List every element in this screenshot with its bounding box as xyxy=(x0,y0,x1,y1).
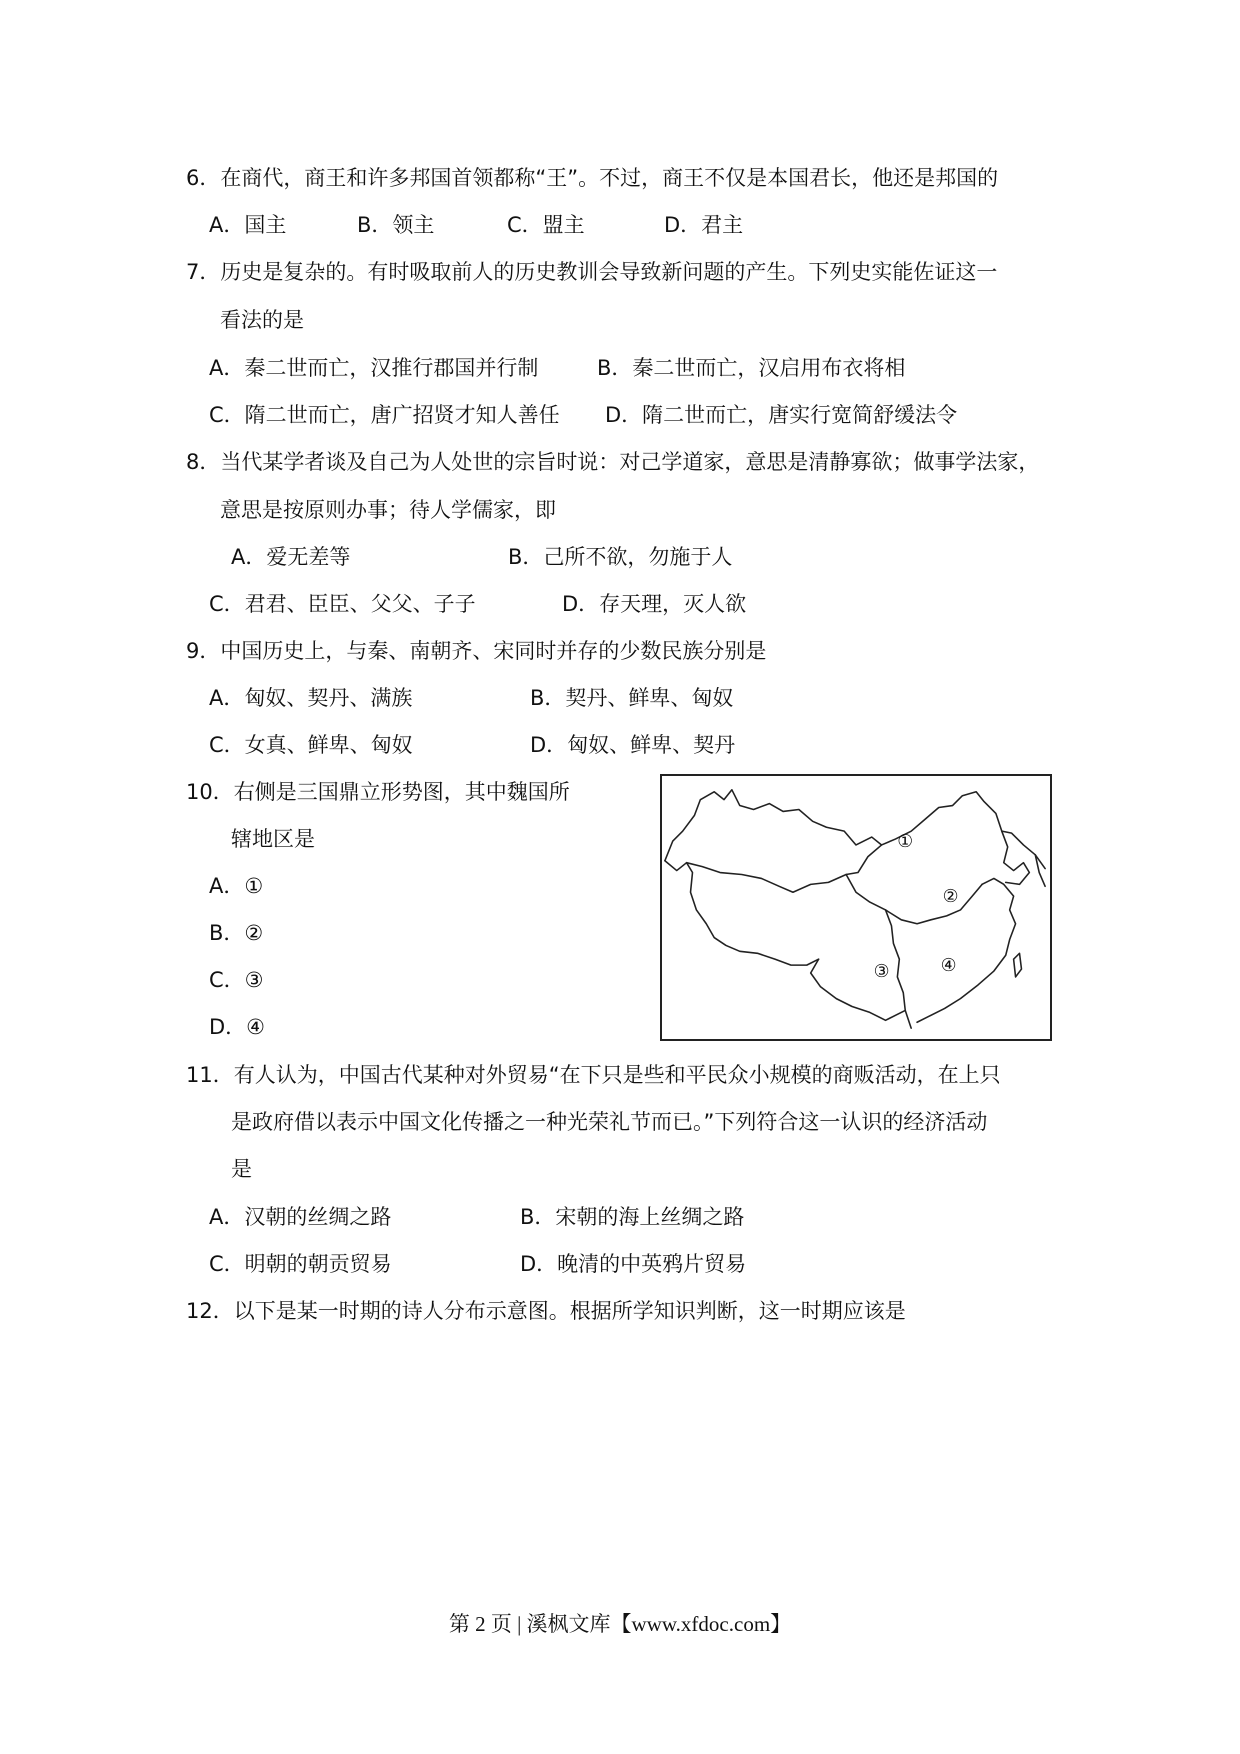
q6-option-d: D．君主 xyxy=(664,213,744,237)
page-footer: 第 2 页 | 溪枫文库【www.xfdoc.com】 xyxy=(448,1612,792,1636)
q11-stem-line3: 是 xyxy=(231,1157,252,1181)
q9-option-a: A．匈奴、契丹、满族 xyxy=(209,686,413,710)
map-wei-south-border xyxy=(846,875,982,924)
q11-stem-line2: 是政府借以表示中国文化传播之一种光荣礼节而已。”下列符合这一认识的经济活动 xyxy=(231,1110,988,1134)
q8-option-d: D．存天理，灭人欲 xyxy=(562,592,747,616)
q6-stem: 6．在商代，商王和许多邦国首领都称“王”。不过，商王不仅是本国君长，他还是邦国的 xyxy=(186,166,999,190)
q9-option-d: D．匈奴、鲜卑、契丹 xyxy=(530,733,736,757)
q6-option-a: A．国主 xyxy=(209,213,287,237)
q8-option-c: C．君君、臣臣、父父、子子 xyxy=(209,592,476,616)
q11-stem-line1: 11．有人认为，中国古代某种对外贸易“在下只是些和平民众小规模的商贩活动，在上只 xyxy=(186,1063,1001,1087)
q7-stem-line1: 7．历史是复杂的。有时吸取前人的历史教训会导致新问题的产生。下列史实能佐证这一 xyxy=(186,260,998,284)
q11-option-c: C．明朝的朝贡贸易 xyxy=(209,1252,392,1276)
map-shu-outline xyxy=(811,959,906,1020)
three-kingdoms-map xyxy=(660,774,1052,1041)
q10-option-a: A．① xyxy=(209,874,264,898)
map-label-1: ① xyxy=(897,831,914,852)
q9-option-c: C．女真、鲜卑、匈奴 xyxy=(209,733,413,757)
map-peninsula xyxy=(1002,831,1030,884)
q7-option-c: C．隋二世而亡，唐广招贤才知人善任 xyxy=(209,403,560,427)
map-western-border xyxy=(665,861,819,965)
map-taiwan xyxy=(1014,953,1022,977)
q11-option-d: D．晚清的中英鸦片贸易 xyxy=(520,1252,747,1276)
q8-option-b: B．己所不欲，勿施于人 xyxy=(508,545,733,569)
q10-option-c: C．③ xyxy=(209,968,264,992)
q6-option-b: B．领主 xyxy=(357,213,435,237)
q9-stem: 9．中国历史上，与秦、南朝齐、宋同时并存的少数民族分别是 xyxy=(186,639,767,663)
q10-stem-line2: 辖地区是 xyxy=(231,827,315,851)
q7-option-a: A．秦二世而亡，汉推行郡国并行制 xyxy=(209,356,539,380)
map-northern-border xyxy=(665,790,1045,869)
map-drawing xyxy=(662,776,1050,1039)
q8-stem-line1: 8．当代某学者谈及自己为人处世的宗旨时说：对己学道家，意思是清静寡欲；做事学法家， xyxy=(186,450,1040,474)
q6-option-c: C．盟主 xyxy=(507,213,585,237)
map-label-3: ③ xyxy=(873,961,890,982)
q7-option-d: D．隋二世而亡，唐实行宽简舒缓法令 xyxy=(605,403,958,427)
q10-option-b: B．② xyxy=(209,921,264,945)
q7-option-b: B．秦二世而亡，汉启用布衣将相 xyxy=(597,356,906,380)
q7-stem-line2: 看法的是 xyxy=(220,308,304,332)
q8-stem-line2: 意思是按原则办事；待人学儒家，即 xyxy=(220,498,556,522)
map-label-2: ② xyxy=(942,887,959,908)
q10-option-d: D．④ xyxy=(209,1015,265,1039)
map-coastline xyxy=(917,878,1016,1022)
q12-stem: 12．以下是某一时期的诗人分布示意图。根据所学知识判断，这一时期应该是 xyxy=(186,1299,906,1323)
q10-stem-line1: 10．右侧是三国鼎立形势图，其中魏国所 xyxy=(186,780,570,804)
q11-option-a: A．汉朝的丝绸之路 xyxy=(209,1205,392,1229)
map-label-4: ④ xyxy=(940,956,957,977)
map-korea-coast xyxy=(1035,855,1045,887)
q11-option-b: B．宋朝的海上丝绸之路 xyxy=(520,1205,745,1229)
q9-option-b: B．契丹、鲜卑、匈奴 xyxy=(530,686,734,710)
q8-option-a: A．爱无差等 xyxy=(231,545,351,569)
